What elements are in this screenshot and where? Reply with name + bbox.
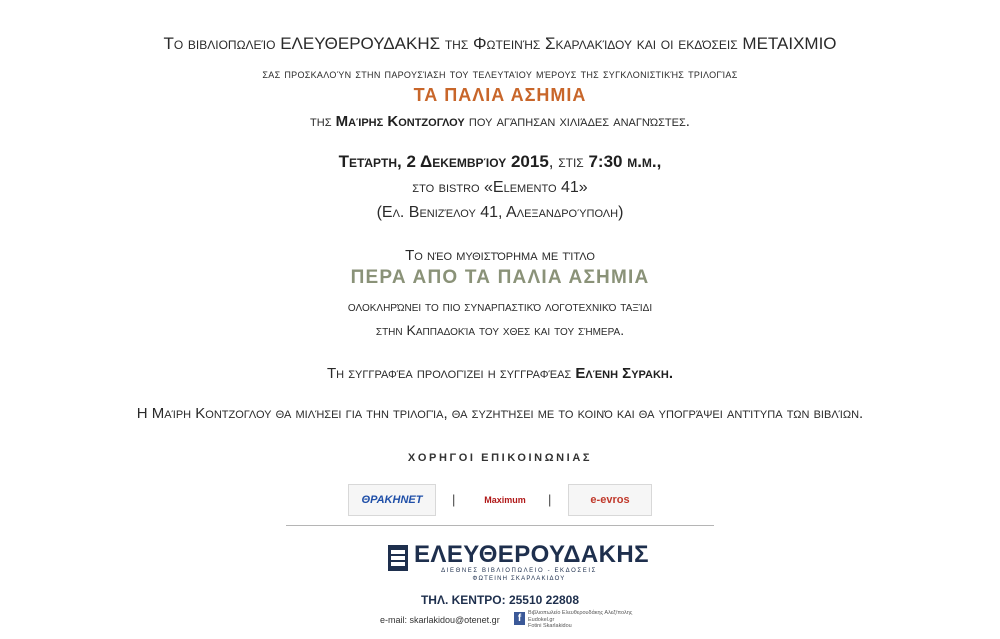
facebook-link[interactable]: Eudokel.gr xyxy=(528,616,555,623)
publisher-name: ΕΛΕΥΘΕΡΟΥΔΑΚΗΣ xyxy=(414,541,649,568)
novel-title: ΠΕΡΑ ΑΠΟ ΤΑ ΠΑΛΙΑ ΑΣΗΜΙΑ xyxy=(350,267,650,288)
facebook-icon[interactable]: f xyxy=(514,612,525,625)
prologue-author: Ελένη Συρακη. xyxy=(575,365,674,382)
sponsor-separator: | xyxy=(452,492,456,507)
sponsor-logos xyxy=(348,484,658,516)
facebook-links xyxy=(528,610,632,630)
sponsor-separator: | xyxy=(548,492,552,507)
divider-line xyxy=(286,525,714,526)
author-name: Μαίρης Κοντζογλου xyxy=(335,113,465,130)
invitation-line-1: Το βιβλιοπωλείο ΕΛΕΥΘΕΡΟΥΔΑΚΗΣ της Φωτεινής Σκαρλακίδου και οι εκδόσεις ΜΕΤΑΙΧΜΙΟ xyxy=(163,34,837,53)
facebook-link[interactable]: Fotini Skarlakidou xyxy=(528,623,572,629)
sponsors-heading: ΧΟΡΗΓΟΙ ΕΠΙΚΟΙΝΩΝΙΑΣ xyxy=(407,452,593,464)
event-date: Τετάρτη, 2 Δεκεμβρίου 2015 xyxy=(338,152,549,171)
e-evros-logo[interactable]: e-evros xyxy=(568,484,652,516)
book-title: ΤΑ ΠΑΛΙΑ ΑΣΗΜΙΑ xyxy=(413,85,587,105)
event-time: 7:30 μ.μ., xyxy=(588,152,662,171)
author-prefix: της xyxy=(310,113,336,130)
prologue-text: Τη συγγραφέα προλογίζει η συγγραφέας xyxy=(326,365,576,382)
event-time-prefix: , στις xyxy=(548,152,589,171)
event-venue-line xyxy=(0,179,1000,197)
novel-description-2: στην Καππαδοκία του χθες και του σήμερα. xyxy=(375,322,625,338)
author-suffix: που αγάπησαν χιλιάδες αναγνώστες. xyxy=(464,113,690,130)
publisher-owner: ΦΩΤΕΙΝΗ ΣΚΑΡΛΑΚΙΔΟΥ xyxy=(472,576,566,582)
publisher-logo-icon xyxy=(388,545,408,571)
maximum-logo[interactable]: Maximum xyxy=(476,484,534,516)
thrakinet-logo[interactable]: ΘΡΑΚΗΝΕΤ xyxy=(348,484,436,516)
novel-description-1: ολοκληρώνει το πιο συναρπαστικό λογοτεχνικό ταξίδι xyxy=(347,298,653,314)
prologue-line xyxy=(0,365,1000,382)
publisher-subtitle: ΔΙΕΘΝΕΣ ΒΙΒΛΙΟΠΩΛΕΙΟ - ΕΚΔΟΣΕΙΣ xyxy=(441,568,597,574)
publisher-phone: ΤΗΛ. ΚΕΝΤΡΟ: 25510 22808 xyxy=(420,593,580,607)
publisher-email[interactable]: e-mail: skarlakidou@otenet.gr xyxy=(380,615,500,625)
closing-line: Η Μαίρη Κοντζογλου θα μιλήσει για την τριλογία, θα συζητήσει με το κοινό και θα υπογράψει αντίτυπα των βιβλίων. xyxy=(136,405,864,422)
event-datetime xyxy=(0,152,1000,172)
invitation-line-2: σας προσκαλούν στην παρουσίαση του τελευταίου μέρους της συγκλονιστικής τριλογίας xyxy=(262,66,738,81)
venue-name: «Elemento 41» xyxy=(484,179,588,196)
facebook-link[interactable]: Βιβλιοπωλείο Ελευθερουδάκης Αλεξ/πολης xyxy=(528,610,633,616)
author-line xyxy=(0,113,1000,130)
event-address: (Ελ. Βενιζέλου 41, Αλεξανδρούπολη) xyxy=(376,204,624,221)
venue-prefix: στο bistro xyxy=(412,179,485,196)
novel-intro: Το νέο μυθιστόρημα με τίτλο xyxy=(405,247,595,264)
